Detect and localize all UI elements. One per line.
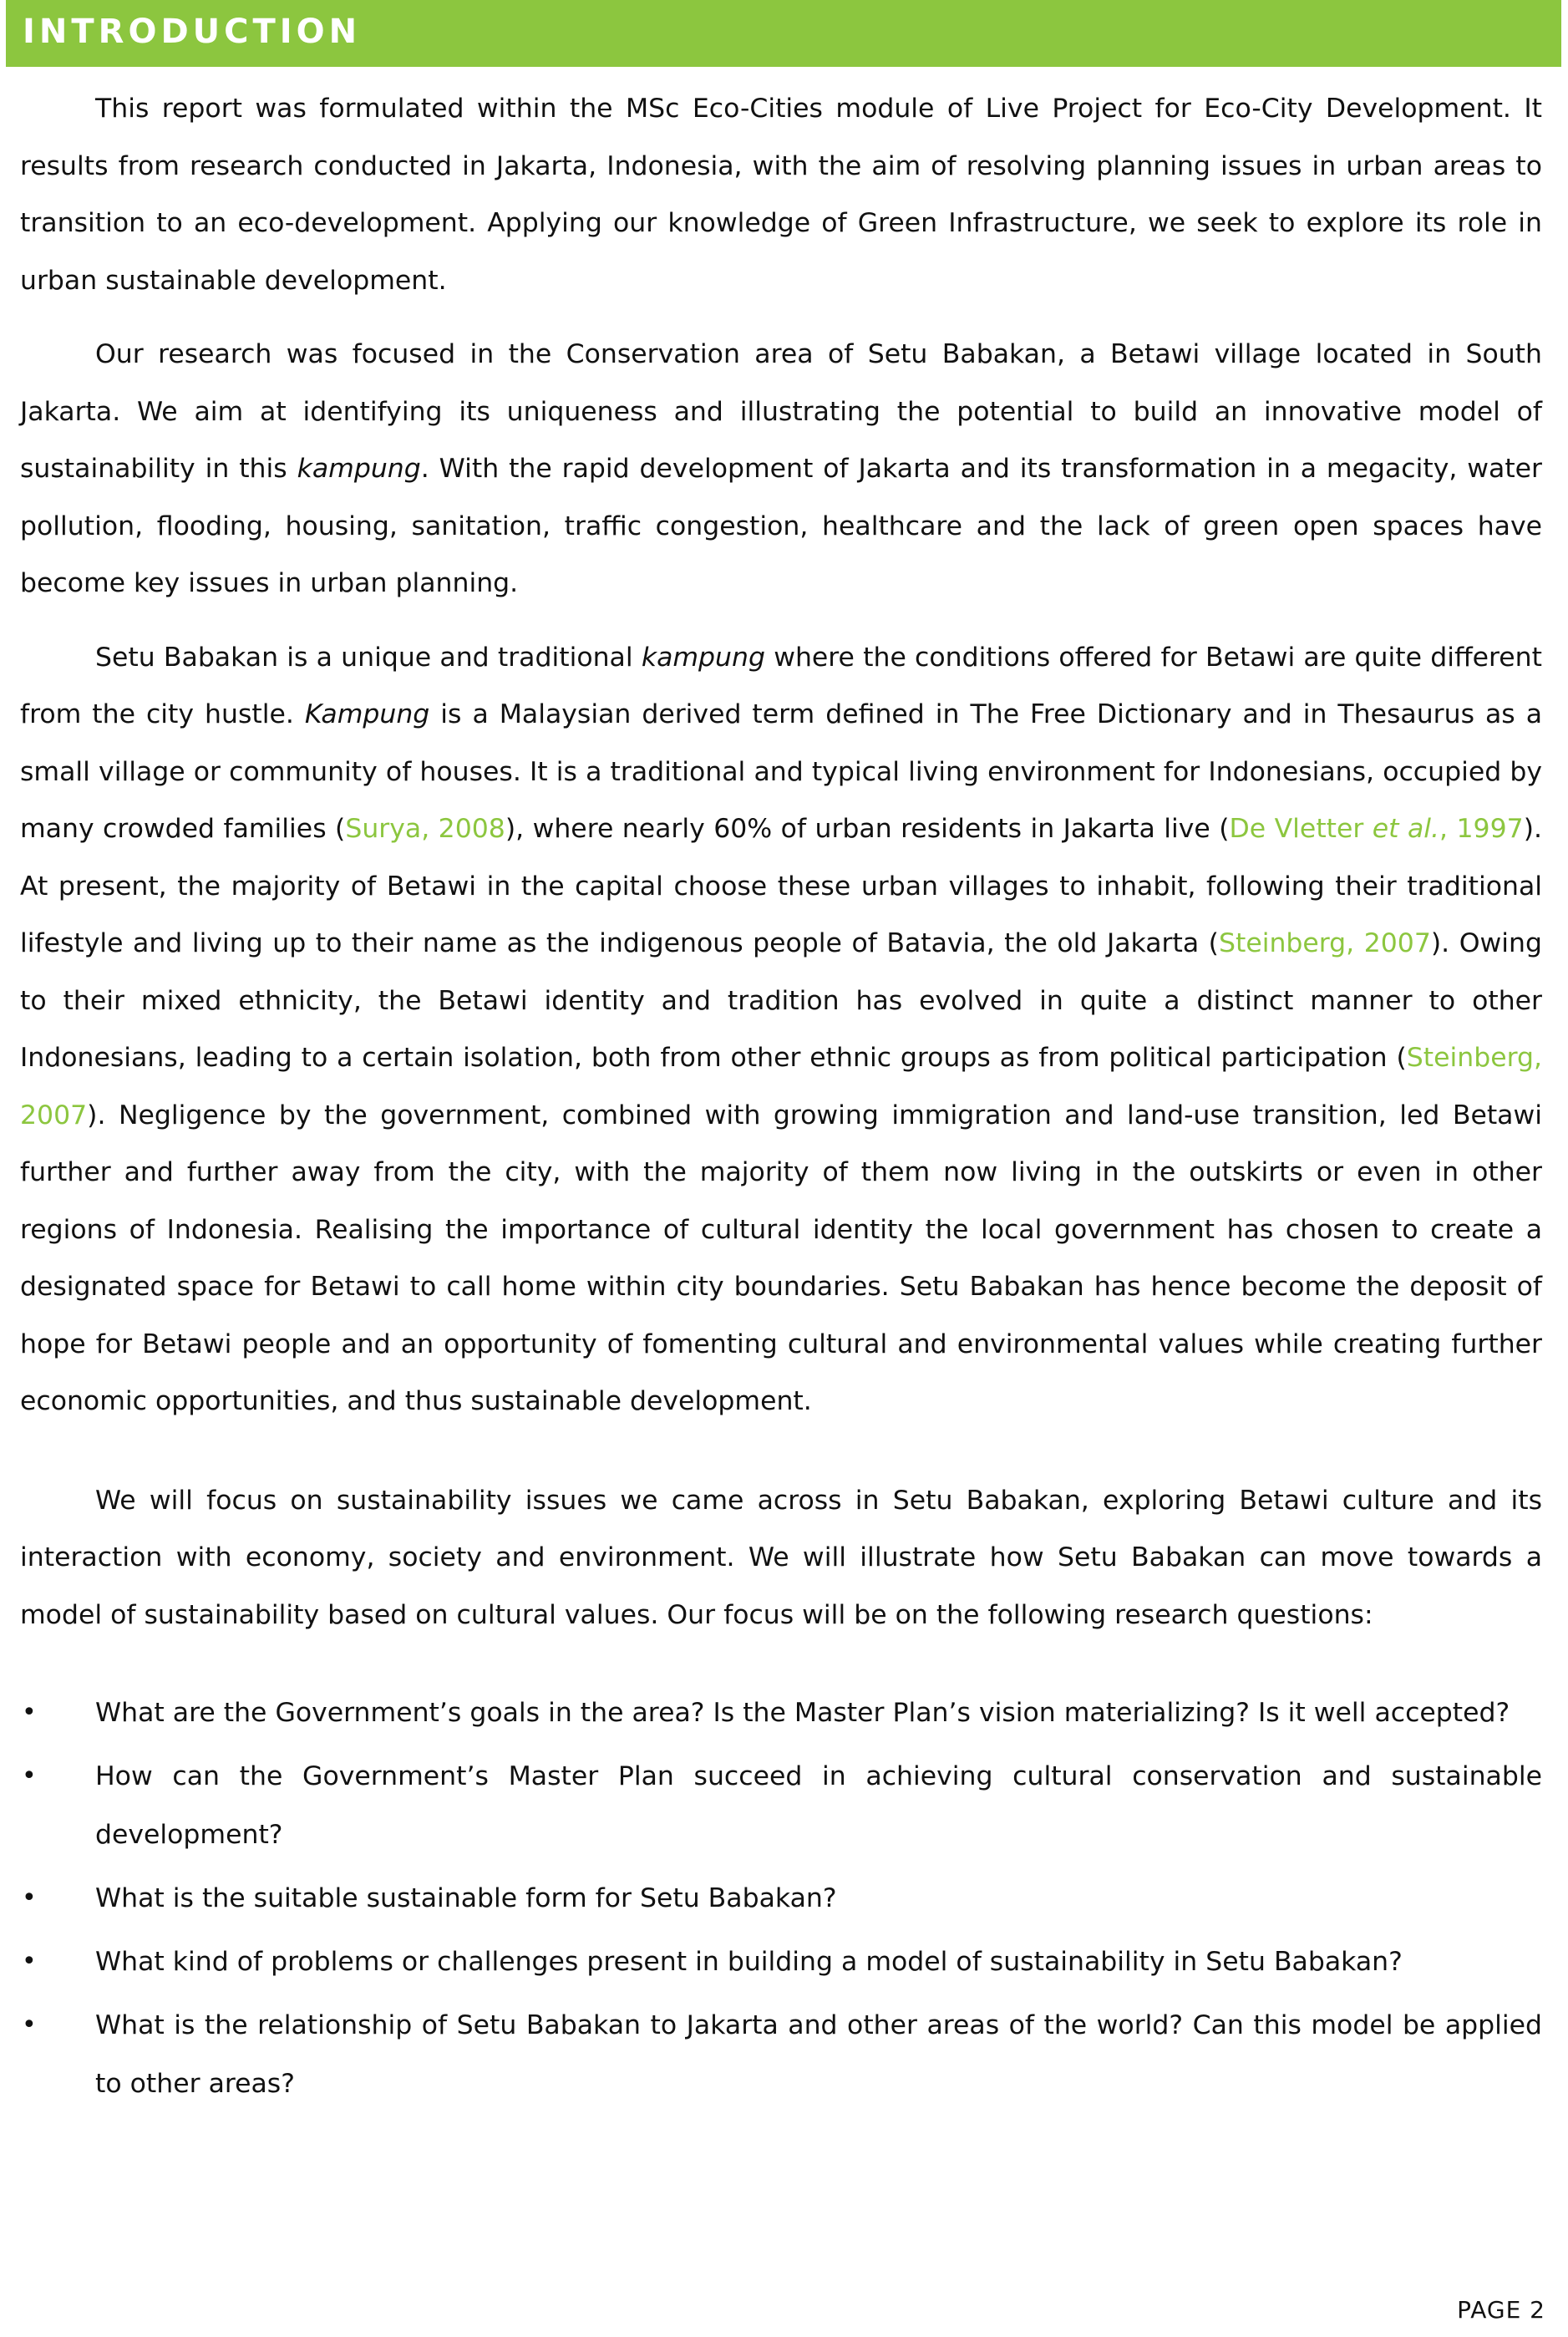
citation-link-steinberg[interactable]: Steinberg, 2007 <box>20 1043 1542 1130</box>
term-kampung: Kampung <box>304 699 430 729</box>
paragraph-intro: This report was formulated within the MSc Eco-Cities module of Live Project for Eco-City Development. It results from research conducted in Jakarta, Indonesia, with the aim of resolving planning issues in urban areas to transition to an eco-development. Applying our knowledge of Green Infrastructure, we seek to explore its role in urban sustainable development. <box>20 94 1542 296</box>
paragraph-setu-babakan: Setu Babakan is a unique and traditional kampung where the conditions offered for Betawi are quite different from the city hustle. Kampung is a Malaysian derived term defined in The Free Dictionary and in Thesaurus as a small village or community of houses. It is a traditional and typical living environment for Indonesians, occupied by many crowded families (Surya, 2008), where nearly 60% of urban residents in Jakarta live (De Vletter et al., 1997). At present, the majority of Betawi in the capital choose these urban villages to inhabit, following their traditional lifestyle and living up to their name as the indigenous people of Batavia, the old Jakarta (Steinberg, 2007). Owing to their mixed ethnicity, the Betawi identity and tradition has evolved in quite a distinct manner to other Indonesians, leading to a certain isolation, both from other ethnic groups as from political participation (Steinberg, 2007). Negligence by the government, combined with growing immigration and land-use transition, led Betawi further and further away from the city, with the majority of them now living in the outskirts or even in other regions of Indonesia. Realising the importance of cultural identity the local government has chosen to create a designated space for Betawi to call home within city boundaries. Setu Babakan has hence become the deposit of hope for Betawi people and an opportunity of fomenting cultural and environmental values while creating further economic opportunities, and thus sustainable development. <box>20 642 1542 1416</box>
list-item: • What kind of problems or challenges present in building a model of sustainability in Setu Babakan? <box>20 1933 1542 1991</box>
section-title: INTRODUCTION <box>23 13 362 51</box>
list-item: • What is the suitable sustainable form for Setu Babakan? <box>20 1869 1542 1928</box>
body-text <box>20 80 1542 2118</box>
bullet-icon: • <box>22 1698 37 1727</box>
bullet-icon: • <box>22 2010 37 2040</box>
bullet-icon: • <box>22 1947 37 1976</box>
list-item: • What is the relationship of Setu Babakan to Jakarta and other areas of the world? Can this model be applied to other areas? <box>20 1996 1542 2113</box>
citation-link-surya[interactable]: Surya, 2008 <box>345 814 505 844</box>
list-item: • How can the Government’s Master Plan succeed in achieving cultural conservation and sustainable development? <box>20 1747 1542 1864</box>
citation-link-de-vletter[interactable]: De Vletter et al., 1997 <box>1229 814 1524 844</box>
bullet-icon: • <box>22 1761 37 1791</box>
term-kampung: kampung <box>641 642 765 673</box>
citation-link-steinberg[interactable]: Steinberg, 2007 <box>1218 928 1431 958</box>
paragraph-focus: We will focus on sustainability issues we came across in Setu Babakan, exploring Betawi culture and its interaction with economy, society and environment. We will illustrate how Setu Babakan can move towards a model of sustainability based on cultural values. Our focus will be on the following research questions: <box>20 1485 1542 1630</box>
list-item: • What are the Government’s goals in the area? Is the Master Plan’s vision materializing? Is it well accepted? <box>20 1684 1542 1742</box>
page-number: PAGE 2 <box>1457 2296 1545 2324</box>
research-questions-list <box>20 1684 1542 2113</box>
term-kampung: kampung <box>297 454 421 484</box>
bullet-icon: • <box>22 1883 37 1913</box>
section-header-banner <box>6 0 1561 67</box>
paragraph-research-focus: Our research was focused in the Conservation area of Setu Babakan, a Betawi village located in South Jakarta. We aim at identifying its uniqueness and illustrating the potential to build an innovative model of sustainability in this kampung. With the rapid development of Jakarta and its transformation in a megacity, water pollution, flooding, housing, sanitation, traffic congestion, healthcare and the lack of green open spaces have become key issues in urban planning. <box>20 339 1542 598</box>
